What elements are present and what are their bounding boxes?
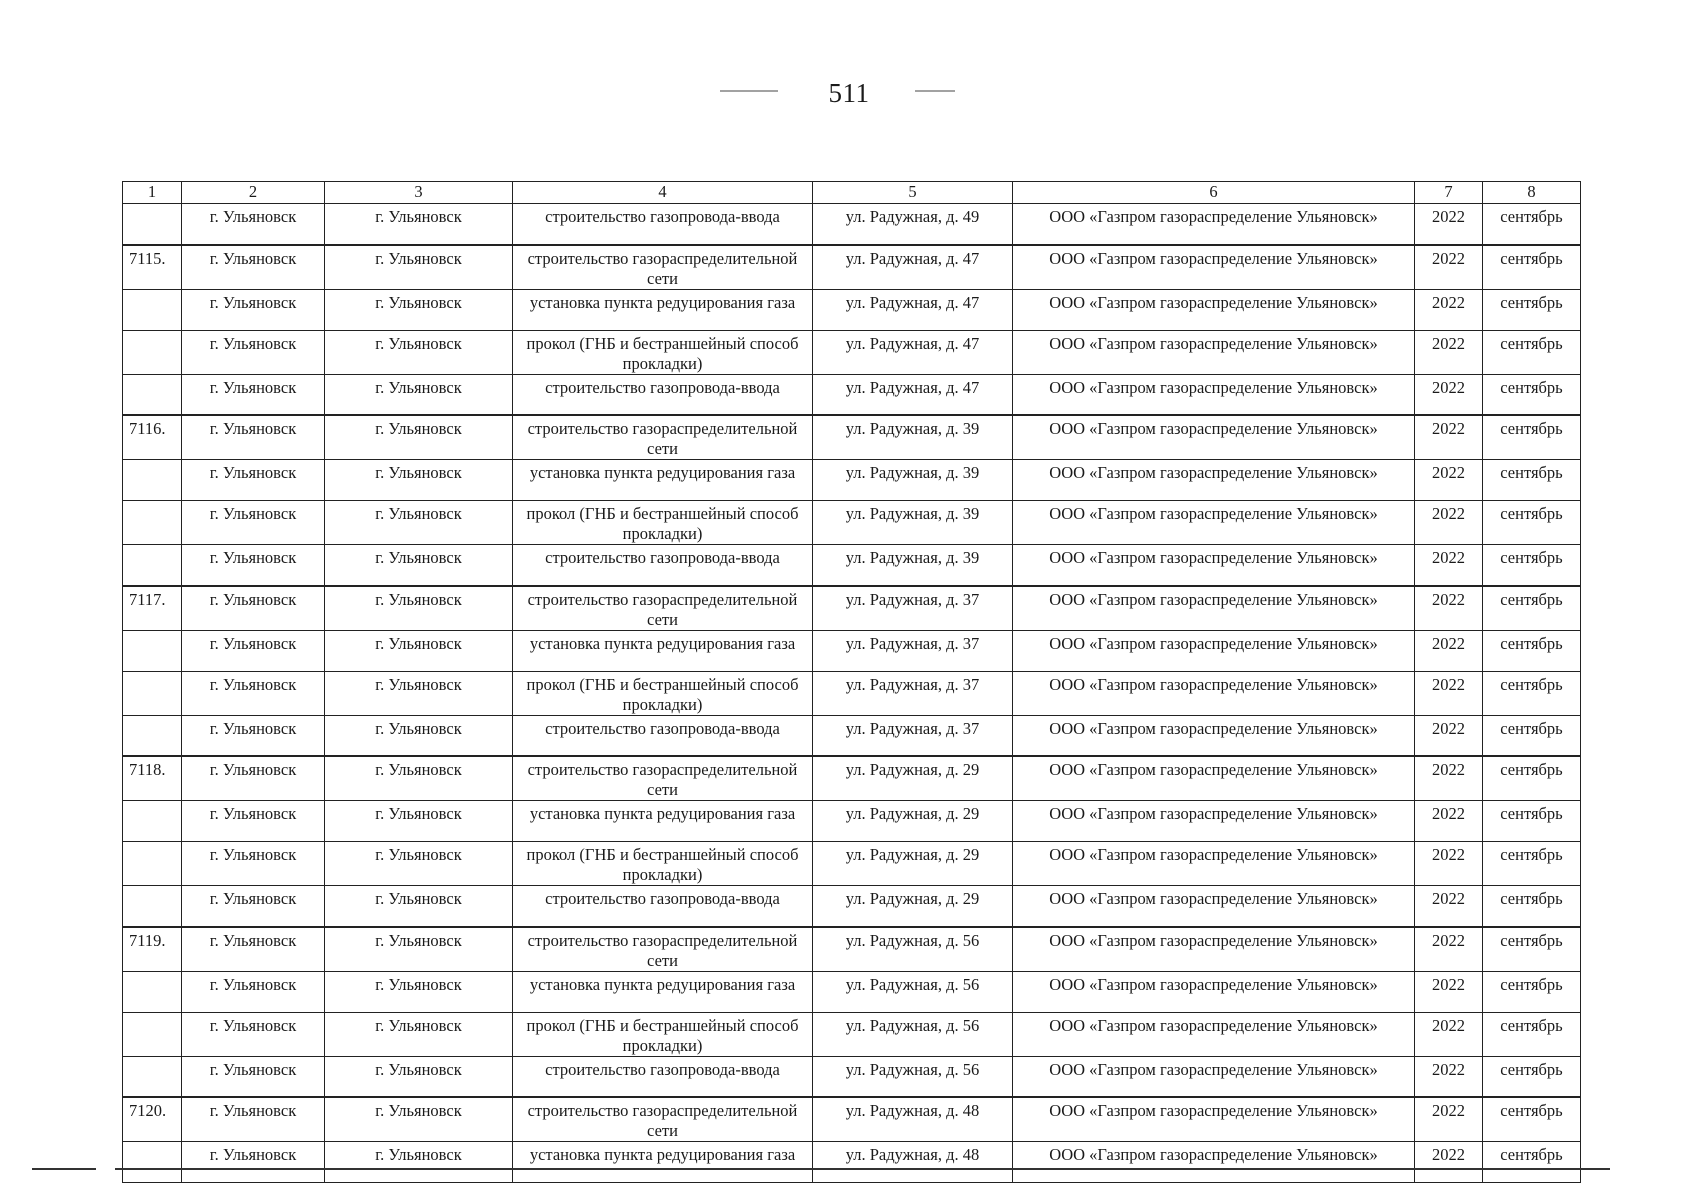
work-type-cell: строительство газопровода-ввода <box>513 374 813 415</box>
year-cell: 2022 <box>1415 671 1483 715</box>
locality-cell: г. Ульяновск <box>325 671 513 715</box>
region-cell: г. Ульяновск <box>182 1142 325 1183</box>
address-cell: ул. Радужная, д. 56 <box>813 1056 1013 1097</box>
table-row <box>123 1012 1581 1056</box>
locality-cell: г. Ульяновск <box>325 415 513 460</box>
organization-cell: ООО «Газпром газораспределение Ульяновск» <box>1013 545 1415 586</box>
month-cell: сентябрь <box>1483 586 1581 631</box>
table-row <box>123 630 1581 671</box>
region-cell: г. Ульяновск <box>182 971 325 1012</box>
locality-cell: г. Ульяновск <box>325 1097 513 1142</box>
work-type-cell: строительство газораспределительной сети <box>513 927 813 972</box>
header-row <box>123 182 1581 204</box>
region-cell: г. Ульяновск <box>182 756 325 801</box>
work-type-cell: установка пункта редуцирования газа <box>513 630 813 671</box>
row-number-cell <box>123 204 182 245</box>
work-type-cell: прокол (ГНБ и бестраншейный способ прокладки) <box>513 842 813 886</box>
month-cell: сентябрь <box>1483 1012 1581 1056</box>
locality-cell: г. Ульяновск <box>325 374 513 415</box>
region-cell: г. Ульяновск <box>182 204 325 245</box>
month-cell: сентябрь <box>1483 927 1581 972</box>
work-type-cell: строительство газопровода-ввода <box>513 204 813 245</box>
address-cell: ул. Радужная, д. 37 <box>813 715 1013 756</box>
year-cell: 2022 <box>1415 756 1483 801</box>
region-cell: г. Ульяновск <box>182 671 325 715</box>
table-row <box>123 501 1581 545</box>
organization-cell: ООО «Газпром газораспределение Ульяновск» <box>1013 886 1415 927</box>
region-cell: г. Ульяновск <box>182 886 325 927</box>
region-cell: г. Ульяновск <box>182 501 325 545</box>
month-cell: сентябрь <box>1483 671 1581 715</box>
locality-cell: г. Ульяновск <box>325 1012 513 1056</box>
table-row <box>123 1097 1581 1142</box>
address-cell: ул. Радужная, д. 56 <box>813 927 1013 972</box>
row-number-cell: 7120. <box>123 1097 182 1142</box>
table-row <box>123 330 1581 374</box>
month-cell: сентябрь <box>1483 1142 1581 1183</box>
organization-cell: ООО «Газпром газораспределение Ульяновск» <box>1013 374 1415 415</box>
address-cell: ул. Радужная, д. 29 <box>813 801 1013 842</box>
year-cell: 2022 <box>1415 501 1483 545</box>
locality-cell: г. Ульяновск <box>325 1142 513 1183</box>
work-type-cell: установка пункта редуцирования газа <box>513 971 813 1012</box>
locality-cell: г. Ульяновск <box>325 545 513 586</box>
work-type-cell: строительство газораспределительной сети <box>513 1097 813 1142</box>
row-number-cell <box>123 289 182 330</box>
table-row <box>123 245 1581 290</box>
locality-cell: г. Ульяновск <box>325 460 513 501</box>
year-cell: 2022 <box>1415 801 1483 842</box>
region-cell: г. Ульяновск <box>182 630 325 671</box>
organization-cell: ООО «Газпром газораспределение Ульяновск» <box>1013 1142 1415 1183</box>
table-row <box>123 460 1581 501</box>
table-row <box>123 671 1581 715</box>
organization-cell: ООО «Газпром газораспределение Ульяновск» <box>1013 842 1415 886</box>
table-row <box>123 715 1581 756</box>
region-cell: г. Ульяновск <box>182 1012 325 1056</box>
organization-cell: ООО «Газпром газораспределение Ульяновск» <box>1013 330 1415 374</box>
region-cell: г. Ульяновск <box>182 1056 325 1097</box>
row-number-cell: 7117. <box>123 586 182 631</box>
col-header-5: 5 <box>813 182 1013 204</box>
organization-cell: ООО «Газпром газораспределение Ульяновск» <box>1013 1097 1415 1142</box>
region-cell: г. Ульяновск <box>182 330 325 374</box>
year-cell: 2022 <box>1415 289 1483 330</box>
col-header-3: 3 <box>325 182 513 204</box>
organization-cell: ООО «Газпром газораспределение Ульяновск» <box>1013 415 1415 460</box>
year-cell: 2022 <box>1415 971 1483 1012</box>
row-number-cell <box>123 630 182 671</box>
table-row <box>123 1056 1581 1097</box>
work-type-cell: строительство газораспределительной сети <box>513 756 813 801</box>
region-cell: г. Ульяновск <box>182 715 325 756</box>
address-cell: ул. Радужная, д. 47 <box>813 374 1013 415</box>
work-type-cell: строительство газопровода-ввода <box>513 715 813 756</box>
month-cell: сентябрь <box>1483 330 1581 374</box>
region-cell: г. Ульяновск <box>182 245 325 290</box>
work-type-cell: строительство газопровода-ввода <box>513 545 813 586</box>
row-number-cell <box>123 374 182 415</box>
region-cell: г. Ульяновск <box>182 1097 325 1142</box>
month-cell: сентябрь <box>1483 1097 1581 1142</box>
table-row <box>123 927 1581 972</box>
locality-cell: г. Ульяновск <box>325 715 513 756</box>
table-row <box>123 971 1581 1012</box>
month-cell: сентябрь <box>1483 886 1581 927</box>
registry-table <box>122 181 1581 1183</box>
table-body <box>123 204 1581 1183</box>
region-cell: г. Ульяновск <box>182 374 325 415</box>
address-cell: ул. Радужная, д. 49 <box>813 204 1013 245</box>
organization-cell: ООО «Газпром газораспределение Ульяновск» <box>1013 501 1415 545</box>
organization-cell: ООО «Газпром газораспределение Ульяновск» <box>1013 460 1415 501</box>
work-type-cell: строительство газораспределительной сети <box>513 245 813 290</box>
month-cell: сентябрь <box>1483 374 1581 415</box>
address-cell: ул. Радужная, д. 37 <box>813 630 1013 671</box>
year-cell: 2022 <box>1415 886 1483 927</box>
scan-artifact-right <box>915 90 955 92</box>
locality-cell: г. Ульяновск <box>325 330 513 374</box>
organization-cell: ООО «Газпром газораспределение Ульяновск» <box>1013 586 1415 631</box>
organization-cell: ООО «Газпром газораспределение Ульяновск» <box>1013 1012 1415 1056</box>
year-cell: 2022 <box>1415 1056 1483 1097</box>
region-cell: г. Ульяновск <box>182 460 325 501</box>
row-number-cell <box>123 842 182 886</box>
row-number-cell <box>123 715 182 756</box>
col-header-7: 7 <box>1415 182 1483 204</box>
organization-cell: ООО «Газпром газораспределение Ульяновск» <box>1013 671 1415 715</box>
work-type-cell: установка пункта редуцирования газа <box>513 289 813 330</box>
address-cell: ул. Радужная, д. 47 <box>813 330 1013 374</box>
row-number-cell <box>123 886 182 927</box>
organization-cell: ООО «Газпром газораспределение Ульяновск» <box>1013 801 1415 842</box>
address-cell: ул. Радужная, д. 56 <box>813 1012 1013 1056</box>
work-type-cell: установка пункта редуцирования газа <box>513 1142 813 1183</box>
locality-cell: г. Ульяновск <box>325 630 513 671</box>
organization-cell: ООО «Газпром газораспределение Ульяновск» <box>1013 927 1415 972</box>
col-header-1: 1 <box>123 182 182 204</box>
month-cell: сентябрь <box>1483 971 1581 1012</box>
organization-cell: ООО «Газпром газораспределение Ульяновск» <box>1013 245 1415 290</box>
work-type-cell: прокол (ГНБ и бестраншейный способ прокладки) <box>513 671 813 715</box>
organization-cell: ООО «Газпром газораспределение Ульяновск» <box>1013 204 1415 245</box>
row-number-cell <box>123 671 182 715</box>
month-cell: сентябрь <box>1483 501 1581 545</box>
region-cell: г. Ульяновск <box>182 586 325 631</box>
address-cell: ул. Радужная, д. 29 <box>813 886 1013 927</box>
table-row <box>123 586 1581 631</box>
scan-bottom-line <box>115 1168 1610 1170</box>
row-number-cell <box>123 1056 182 1097</box>
table-row <box>123 756 1581 801</box>
organization-cell: ООО «Газпром газораспределение Ульяновск» <box>1013 1056 1415 1097</box>
address-cell: ул. Радужная, д. 48 <box>813 1142 1013 1183</box>
month-cell: сентябрь <box>1483 545 1581 586</box>
work-type-cell: строительство газораспределительной сети <box>513 586 813 631</box>
col-header-2: 2 <box>182 182 325 204</box>
col-header-6: 6 <box>1013 182 1415 204</box>
region-cell: г. Ульяновск <box>182 801 325 842</box>
locality-cell: г. Ульяновск <box>325 927 513 972</box>
month-cell: сентябрь <box>1483 715 1581 756</box>
row-number-cell: 7115. <box>123 245 182 290</box>
address-cell: ул. Радужная, д. 37 <box>813 586 1013 631</box>
table-row <box>123 545 1581 586</box>
address-cell: ул. Радужная, д. 29 <box>813 842 1013 886</box>
row-number-cell <box>123 460 182 501</box>
address-cell: ул. Радужная, д. 37 <box>813 671 1013 715</box>
year-cell: 2022 <box>1415 374 1483 415</box>
year-cell: 2022 <box>1415 545 1483 586</box>
col-header-8: 8 <box>1483 182 1581 204</box>
row-number-cell <box>123 501 182 545</box>
region-cell: г. Ульяновск <box>182 842 325 886</box>
locality-cell: г. Ульяновск <box>325 886 513 927</box>
year-cell: 2022 <box>1415 927 1483 972</box>
month-cell: сентябрь <box>1483 1056 1581 1097</box>
month-cell: сентябрь <box>1483 756 1581 801</box>
locality-cell: г. Ульяновск <box>325 204 513 245</box>
work-type-cell: прокол (ГНБ и бестраншейный способ прокладки) <box>513 1012 813 1056</box>
work-type-cell: установка пункта редуцирования газа <box>513 801 813 842</box>
table-row <box>123 415 1581 460</box>
year-cell: 2022 <box>1415 460 1483 501</box>
work-type-cell: строительство газопровода-ввода <box>513 886 813 927</box>
row-number-cell: 7116. <box>123 415 182 460</box>
address-cell: ул. Радужная, д. 47 <box>813 245 1013 290</box>
row-number-cell <box>123 330 182 374</box>
address-cell: ул. Радужная, д. 56 <box>813 971 1013 1012</box>
year-cell: 2022 <box>1415 842 1483 886</box>
table-row <box>123 801 1581 842</box>
organization-cell: ООО «Газпром газораспределение Ульяновск» <box>1013 971 1415 1012</box>
address-cell: ул. Радужная, д. 39 <box>813 460 1013 501</box>
month-cell: сентябрь <box>1483 415 1581 460</box>
row-number-cell <box>123 801 182 842</box>
table-row <box>123 1142 1581 1183</box>
month-cell: сентябрь <box>1483 204 1581 245</box>
row-number-cell: 7119. <box>123 927 182 972</box>
work-type-cell: прокол (ГНБ и бестраншейный способ прокладки) <box>513 501 813 545</box>
row-number-cell <box>123 1142 182 1183</box>
work-type-cell: строительство газопровода-ввода <box>513 1056 813 1097</box>
scan-bottom-line <box>32 1168 96 1170</box>
year-cell: 2022 <box>1415 415 1483 460</box>
region-cell: г. Ульяновск <box>182 415 325 460</box>
address-cell: ул. Радужная, д. 39 <box>813 545 1013 586</box>
year-cell: 2022 <box>1415 1142 1483 1183</box>
locality-cell: г. Ульяновск <box>325 756 513 801</box>
locality-cell: г. Ульяновск <box>325 1056 513 1097</box>
locality-cell: г. Ульяновск <box>325 971 513 1012</box>
organization-cell: ООО «Газпром газораспределение Ульяновск» <box>1013 715 1415 756</box>
page-number: 511 <box>828 78 870 108</box>
row-number-cell: 7118. <box>123 756 182 801</box>
address-cell: ул. Радужная, д. 47 <box>813 289 1013 330</box>
organization-cell: ООО «Газпром газораспределение Ульяновск» <box>1013 756 1415 801</box>
year-cell: 2022 <box>1415 630 1483 671</box>
month-cell: сентябрь <box>1483 460 1581 501</box>
region-cell: г. Ульяновск <box>182 927 325 972</box>
table-row <box>123 374 1581 415</box>
table-row <box>123 289 1581 330</box>
locality-cell: г. Ульяновск <box>325 586 513 631</box>
row-number-cell <box>123 971 182 1012</box>
locality-cell: г. Ульяновск <box>325 801 513 842</box>
year-cell: 2022 <box>1415 1097 1483 1142</box>
row-number-cell <box>123 545 182 586</box>
address-cell: ул. Радужная, д. 39 <box>813 501 1013 545</box>
work-type-cell: строительство газораспределительной сети <box>513 415 813 460</box>
region-cell: г. Ульяновск <box>182 289 325 330</box>
organization-cell: ООО «Газпром газораспределение Ульяновск» <box>1013 630 1415 671</box>
locality-cell: г. Ульяновск <box>325 289 513 330</box>
address-cell: ул. Радужная, д. 29 <box>813 756 1013 801</box>
year-cell: 2022 <box>1415 245 1483 290</box>
address-cell: ул. Радужная, д. 39 <box>813 415 1013 460</box>
year-cell: 2022 <box>1415 1012 1483 1056</box>
table-row <box>123 204 1581 245</box>
year-cell: 2022 <box>1415 715 1483 756</box>
col-header-4: 4 <box>513 182 813 204</box>
organization-cell: ООО «Газпром газораспределение Ульяновск» <box>1013 289 1415 330</box>
region-cell: г. Ульяновск <box>182 545 325 586</box>
year-cell: 2022 <box>1415 330 1483 374</box>
row-number-cell <box>123 1012 182 1056</box>
month-cell: сентябрь <box>1483 842 1581 886</box>
month-cell: сентябрь <box>1483 630 1581 671</box>
work-type-cell: прокол (ГНБ и бестраншейный способ прокладки) <box>513 330 813 374</box>
month-cell: сентябрь <box>1483 289 1581 330</box>
year-cell: 2022 <box>1415 204 1483 245</box>
table-row <box>123 886 1581 927</box>
locality-cell: г. Ульяновск <box>325 842 513 886</box>
table-row <box>123 842 1581 886</box>
address-cell: ул. Радужная, д. 48 <box>813 1097 1013 1142</box>
locality-cell: г. Ульяновск <box>325 501 513 545</box>
locality-cell: г. Ульяновск <box>325 245 513 290</box>
work-type-cell: установка пункта редуцирования газа <box>513 460 813 501</box>
month-cell: сентябрь <box>1483 245 1581 290</box>
month-cell: сентябрь <box>1483 801 1581 842</box>
year-cell: 2022 <box>1415 586 1483 631</box>
